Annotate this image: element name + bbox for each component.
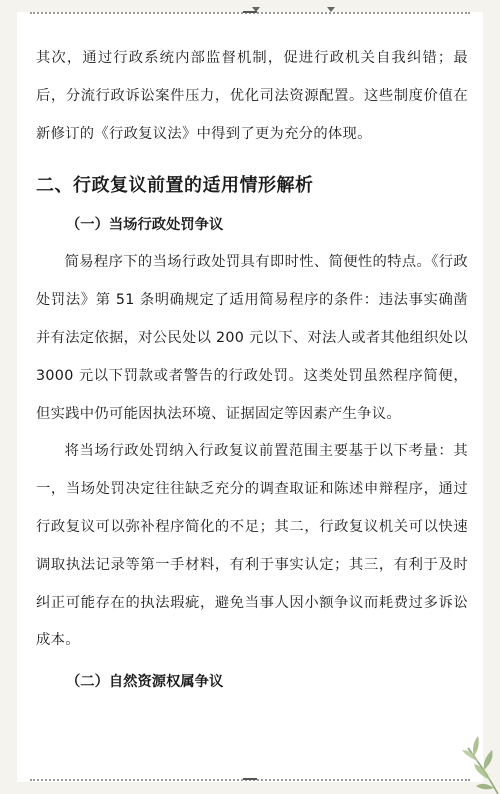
subsection-heading-1: （一）当场行政处罚争议 [66,217,224,234]
body-paragraph-2: 将当场行政处罚纳入行政复议前置范围主要基于以下考量：其一，当场处罚决定往往缺乏充分的调查取证和陈述申辩程序，通过行政复议可以弥补程序简化的不足；其二，行政复议机关可以快速调取执法记录等第一手材料，有利于事实认定；其三，有利于及时纠正可能存在的执法瑕疵，避免当事人因小额争议而耗费过多诉讼成本。 [36,443,468,649]
bottom-border-mark [243,778,257,780]
intro-paragraph: 其次，通过行政系统内部监督机制，促进行政机关自我纠错；最后，分流行政诉讼案件压力，优化司法资源配置。这些制度价值在新修订的《行政复议法》中得到了更为充分的体现。 [36,50,468,142]
leaf-branch-icon [430,724,500,794]
document-body [36,40,468,701]
top-border-triangle [327,7,335,12]
subsection-heading-2: （二）自然资源权属争议 [66,674,224,691]
top-border-triangle [252,7,260,12]
body-paragraph-1: 简易程序下的当场行政处罚具有即时性、简便性的特点。《行政处罚法》第 51 条明确规定了适用简易程序的条件：违法事实确凿并有法定依据，对公民处以 200 元以下、对法人或者其他组织处以 3000 元以下罚款或者警告的行政处罚。这类处罚虽然程序简便，但实践中仍可能因执法环境、证据固定等因素产生争议。 [36,254,468,422]
section-heading: 二、行政复议前置的适用情形解析 [36,175,314,197]
